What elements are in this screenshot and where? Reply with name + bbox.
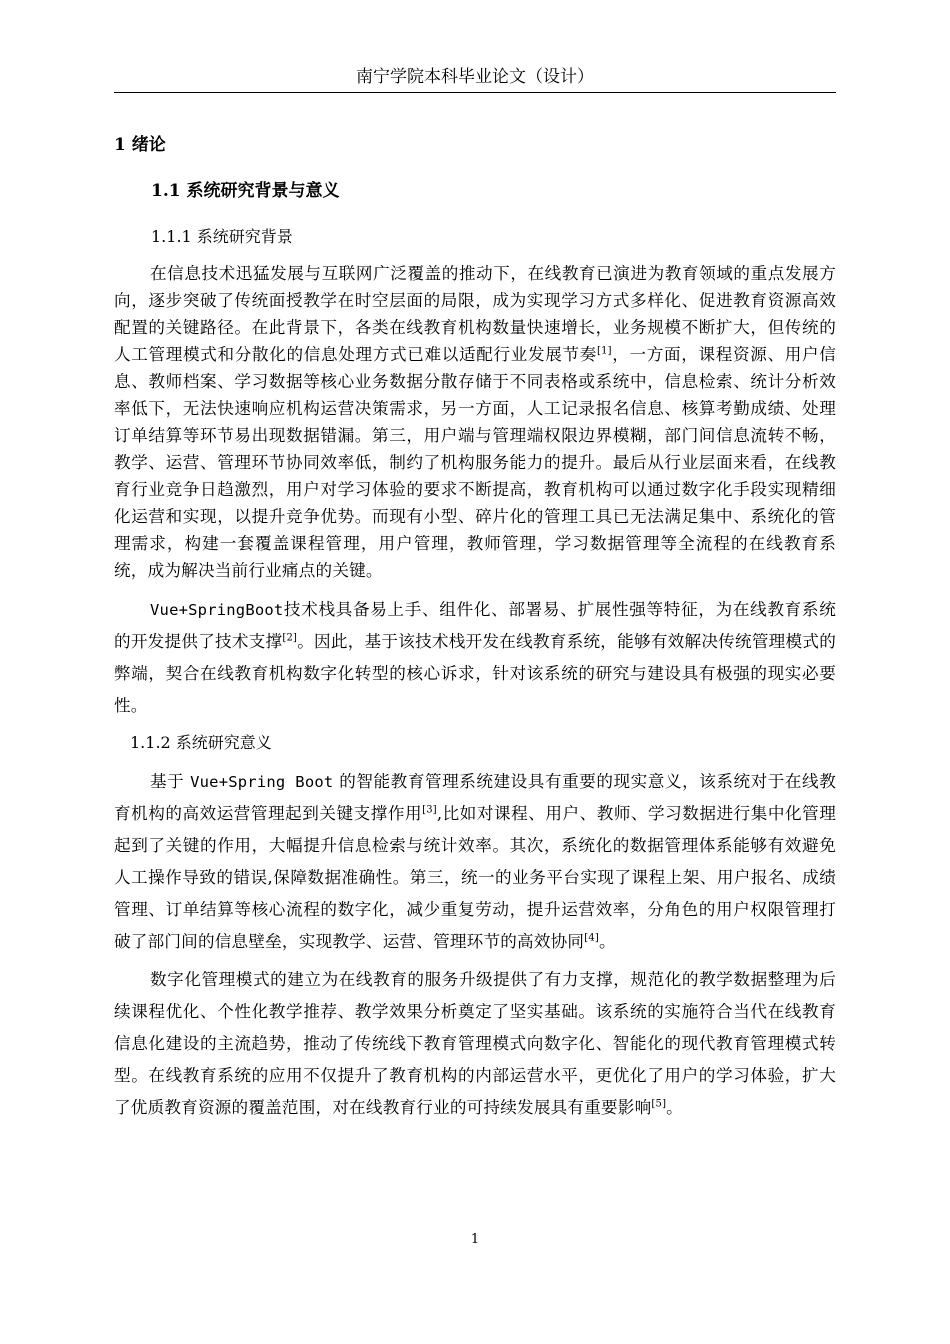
text-run: ，一方面，课程资源、用户信息、教师档案、学习数据等核心业务数据分散存储于不同表格或系统中，信息检索、统计分析效率低下，无法快速响应机构运营决策需求，另一方面，人工记录报名信息、核算考勤成绩、处理订单结算等环节易出现数据错漏。第三，用户端与管理端权限边界模糊，部门间信息流转不畅，教学、运营、管理环节协同效率低，制约了机构服务能力的提升。最后从行业层面来看，在线教育行业竞争日趋激烈，用户对学习体验的要求不断提高，教育机构可以通过数字化手段实现精细化运营和实现，以提升竞争优势。而现有小型、碎片化的管理工具已无法满足集中、系统化的管理需求，构建一套覆盖课程管理，用户管理，教师管理，学习数据管理等全流程的在线教育系统，成为解决当前行业痛点的关键。 <box>114 345 836 580</box>
text-run: 在信息技术迅猛发展与互联网广泛覆盖的推动下，在线教育已演进为教育领域的重点发展方向，逐步突破了传统面授教学在时空层面的局限，成为实现学习方式多样化、促进教育资源高效配置的关键路径。在此背景下，各类在线教育机构数量快速增长，业务规模不断扩大，但传统的人工管理模式和分散化的信息处理方式已难以适配行业发展节奏 <box>114 264 836 364</box>
citation-ref: [2] <box>282 632 298 644</box>
tech-stack-text: Vue+SpringBoot <box>150 601 284 619</box>
text-run: 。 <box>666 1098 683 1117</box>
page-header <box>114 62 836 93</box>
paragraph-significance-2 <box>114 964 836 1124</box>
citation-ref: [4] <box>584 932 599 944</box>
subsection-title-significance: 1.1.2 系统研究意义 <box>130 733 272 752</box>
citation-ref: [1] <box>596 345 612 357</box>
text-run: 的智能教育管理系统建设具有重要的现实意义，该系统对于在线教育机构的高效运营管理起到关键支撑作用 <box>114 772 836 823</box>
page-number: 1 <box>470 1232 480 1247</box>
chapter-title: 1 绪论 <box>114 135 166 155</box>
tech-stack-text: Vue+Spring Boot <box>190 773 334 791</box>
text-run: 。 <box>599 932 616 951</box>
text-run: ,比如对课程、用户、教师、学习数据进行集中化管理起到了关键的作用，大幅提升信息检索与统计效率。其次，系统化的数据管理体系能够有效避免人工操作导致的错误,保障数据准确性。第三，统一的业务平台实现了课程上架、用户报名、成绩管理、订单结算等核心流程的数字化，减少重复劳动，提升运营效率，分角色的用户权限管理打破了部门间的信息壁垒，实现教学、运营、管理环节的高效协同 <box>114 804 836 951</box>
citation-ref: [3] <box>422 804 437 816</box>
page-body <box>114 130 836 1130</box>
text-run: 数字化管理模式的建立为在线教育的服务升级提供了有力支撑，规范化的教学数据整理为后续课程优化、个性化教学推荐、教学效果分析奠定了坚实基础。该系统的实施符合当代在线教育信息化建设的主流趋势，推动了传统线下教育管理模式向数字化、智能化的现代教育管理模式转型。在线教育系统的应用不仅提升了教育机构的内部运营水平，更优化了用户的学习体验，扩大了优质教育资源的覆盖范围，对在线教育行业的可持续发展具有重要影响 <box>114 970 836 1117</box>
text-run: 。因此，基于该技术栈开发在线教育系统，能够有效解决传统管理模式的弊端，契合在线教育机构数字化转型的核心诉求，针对该系统的研究与建设具有极强的现实必要性。 <box>114 632 836 715</box>
text-run: 基于 <box>150 772 191 791</box>
paragraph-background-1 <box>114 260 836 584</box>
citation-ref: [5] <box>651 1098 667 1110</box>
text-run: 技术栈具备易上手、组件化、部署易、扩展性强等特征，为在线教育系统的开发提供了技术支撑 <box>114 600 836 651</box>
paragraph-background-2 <box>114 594 836 722</box>
paragraph-significance-1 <box>114 766 836 958</box>
subsection-title-background: 1.1.1 系统研究背景 <box>151 227 293 246</box>
section-title: 1.1 系统研究背景与意义 <box>151 181 340 201</box>
header-title: 南宁学院本科毕业论文（设计） <box>356 67 594 87</box>
